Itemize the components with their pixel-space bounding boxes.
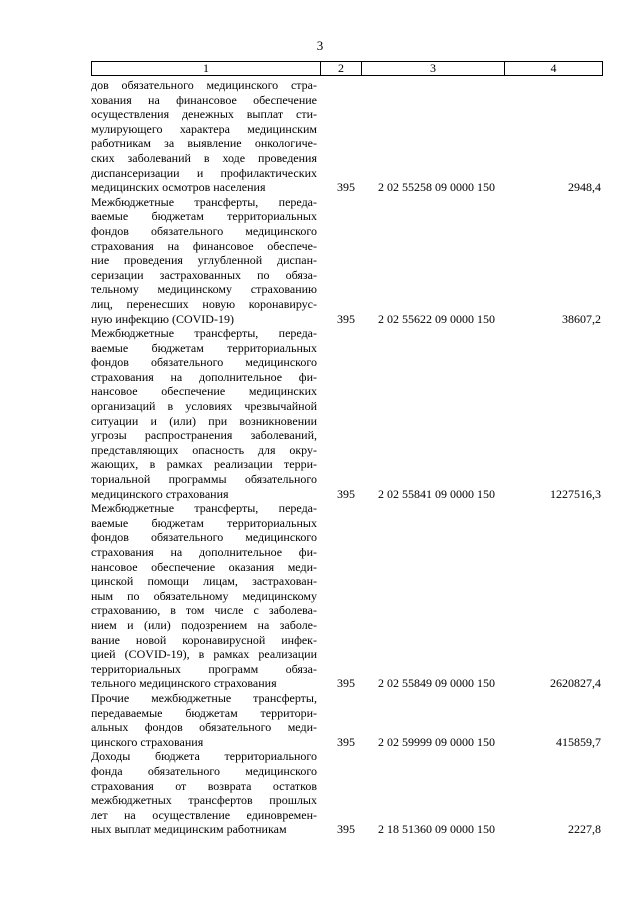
description-line: страхования на финансовое обеспече- [91,238,317,253]
description-line: ситуации и (или) при возникновении [91,413,317,428]
admin-code: 395 [337,822,355,837]
description-line: Прочие межбюджетные трансферты, [91,690,317,705]
row-description [91,326,317,501]
description-line: ваемые бюджетам территориальных [91,515,317,530]
description-line: фондов обязательного медицинского [91,223,317,238]
description-line: ние проведения углубленной диспан- [91,253,317,268]
column-header-row [92,62,603,76]
description-line: тельного медицинского страхования [91,676,277,691]
admin-code: 395 [337,180,355,195]
description-line: представляющих опасность для окру- [91,442,317,457]
description-line: хования на финансовое обеспечение [91,92,317,107]
admin-code: 395 [337,734,355,749]
description-line: Доходы бюджета территориального [91,749,317,764]
table-row [91,326,601,501]
column-header-table [91,61,603,76]
amount: 2620827,4 [550,676,601,691]
description-line: территориальных программ обяза- [91,661,317,676]
budget-classification-code: 2 02 55622 09 0000 150 [378,311,495,326]
description-line: цинского страхования [91,734,204,749]
description-line: тельному медицинскому страхованию [91,282,317,297]
amount: 415859,7 [556,734,601,749]
column-header-1: 1 [92,62,321,76]
description-line: лиц, перенесших новую коронавирус- [91,296,317,311]
description-line: нансовое обеспечение оказания меди- [91,559,317,574]
admin-code: 395 [337,311,355,326]
description-line: угрозы распространения заболеваний, [91,428,317,443]
column-header-2: 2 [321,62,362,76]
description-line: ным по обязательному медицинскому [91,588,317,603]
description-line: осуществления денежных выплат сти- [91,107,317,122]
amount: 1227516,3 [550,486,601,501]
table-row [91,749,601,837]
row-description [91,749,317,837]
table-row [91,691,601,749]
description-line: ваемые бюджетам территориальных [91,209,317,224]
table-row [91,195,601,326]
description-line: медицинского страхования [91,486,229,501]
description-line: Межбюджетные трансферты, переда- [91,326,317,341]
table-row [91,501,601,691]
description-line: ториальной программы обязательного [91,472,317,487]
budget-classification-code: 2 02 55258 09 0000 150 [378,180,495,195]
description-line: Межбюджетные трансферты, переда- [91,501,317,516]
description-line: вание новой коронавирусной инфек- [91,632,317,647]
description-line: дов обязательного медицинского стра- [91,78,317,92]
column-header-4: 4 [505,62,603,76]
table-row [91,78,601,195]
description-line: фонда обязательного медицинского [91,763,317,778]
amount: 2227,8 [568,822,601,837]
admin-code: 395 [337,486,355,501]
row-description [91,195,317,326]
description-line: Межбюджетные трансферты, переда- [91,194,317,209]
description-line: медицинских осмотров населения [91,180,266,195]
description-line: диспансеризации и профилактических [91,165,317,180]
description-line: нием и (или) подозрением на заболе- [91,617,317,632]
description-line: страхования на дополнительное фи- [91,545,317,559]
description-line: лет на осуществление единовремен- [91,807,317,822]
description-line: фондов обязательного медицинского [91,530,317,545]
budget-classification-code: 2 02 55849 09 0000 150 [378,676,495,691]
description-line: ских заболеваний в ходе проведения [91,150,317,165]
page-number: 3 [316,38,324,53]
description-line: нансовое обеспечение медицинских [91,384,317,399]
row-description [91,501,317,691]
description-line: ную инфекцию (COVID-19) [91,311,234,326]
description-line: страхования на дополнительное фи- [91,369,317,384]
description-line: серизации застрахованных по обяза- [91,267,317,282]
description-line: мулирующего характера медицинским [91,121,317,136]
description-line: межбюджетных трансфертов прошлых [91,793,317,808]
description-line: страхования от возврата остатков [91,778,317,793]
description-line: работникам за выявление онкологиче- [91,136,317,151]
amount: 38607,2 [562,311,601,326]
description-line: цией (COVID-19), в рамках реализации [91,647,317,662]
revenue-table-body [91,78,601,837]
description-line: ваемые бюджетам территориальных [91,340,317,355]
row-description [91,78,317,195]
admin-code: 395 [337,676,355,691]
budget-classification-code: 2 18 51360 09 0000 150 [378,822,495,837]
budget-classification-code: 2 02 55841 09 0000 150 [378,486,495,501]
description-line: передаваемые бюджетам территори- [91,705,317,720]
description-line: цинской помощи лицам, застрахован- [91,574,317,589]
budget-classification-code: 2 02 59999 09 0000 150 [378,734,495,749]
column-header-3: 3 [362,62,505,76]
description-line: организаций в условиях чрезвычайной [91,399,317,414]
description-line: фондов обязательного медицинского [91,355,317,370]
description-line: альных фондов обязательного меди- [91,720,317,735]
row-description [91,691,317,749]
amount: 2948,4 [568,180,601,195]
description-line: страхованию, в том числе с заболева- [91,603,317,618]
description-line: ных выплат медицинским работникам [91,822,287,837]
description-line: жающих, в рамках реализации терри- [91,457,317,472]
